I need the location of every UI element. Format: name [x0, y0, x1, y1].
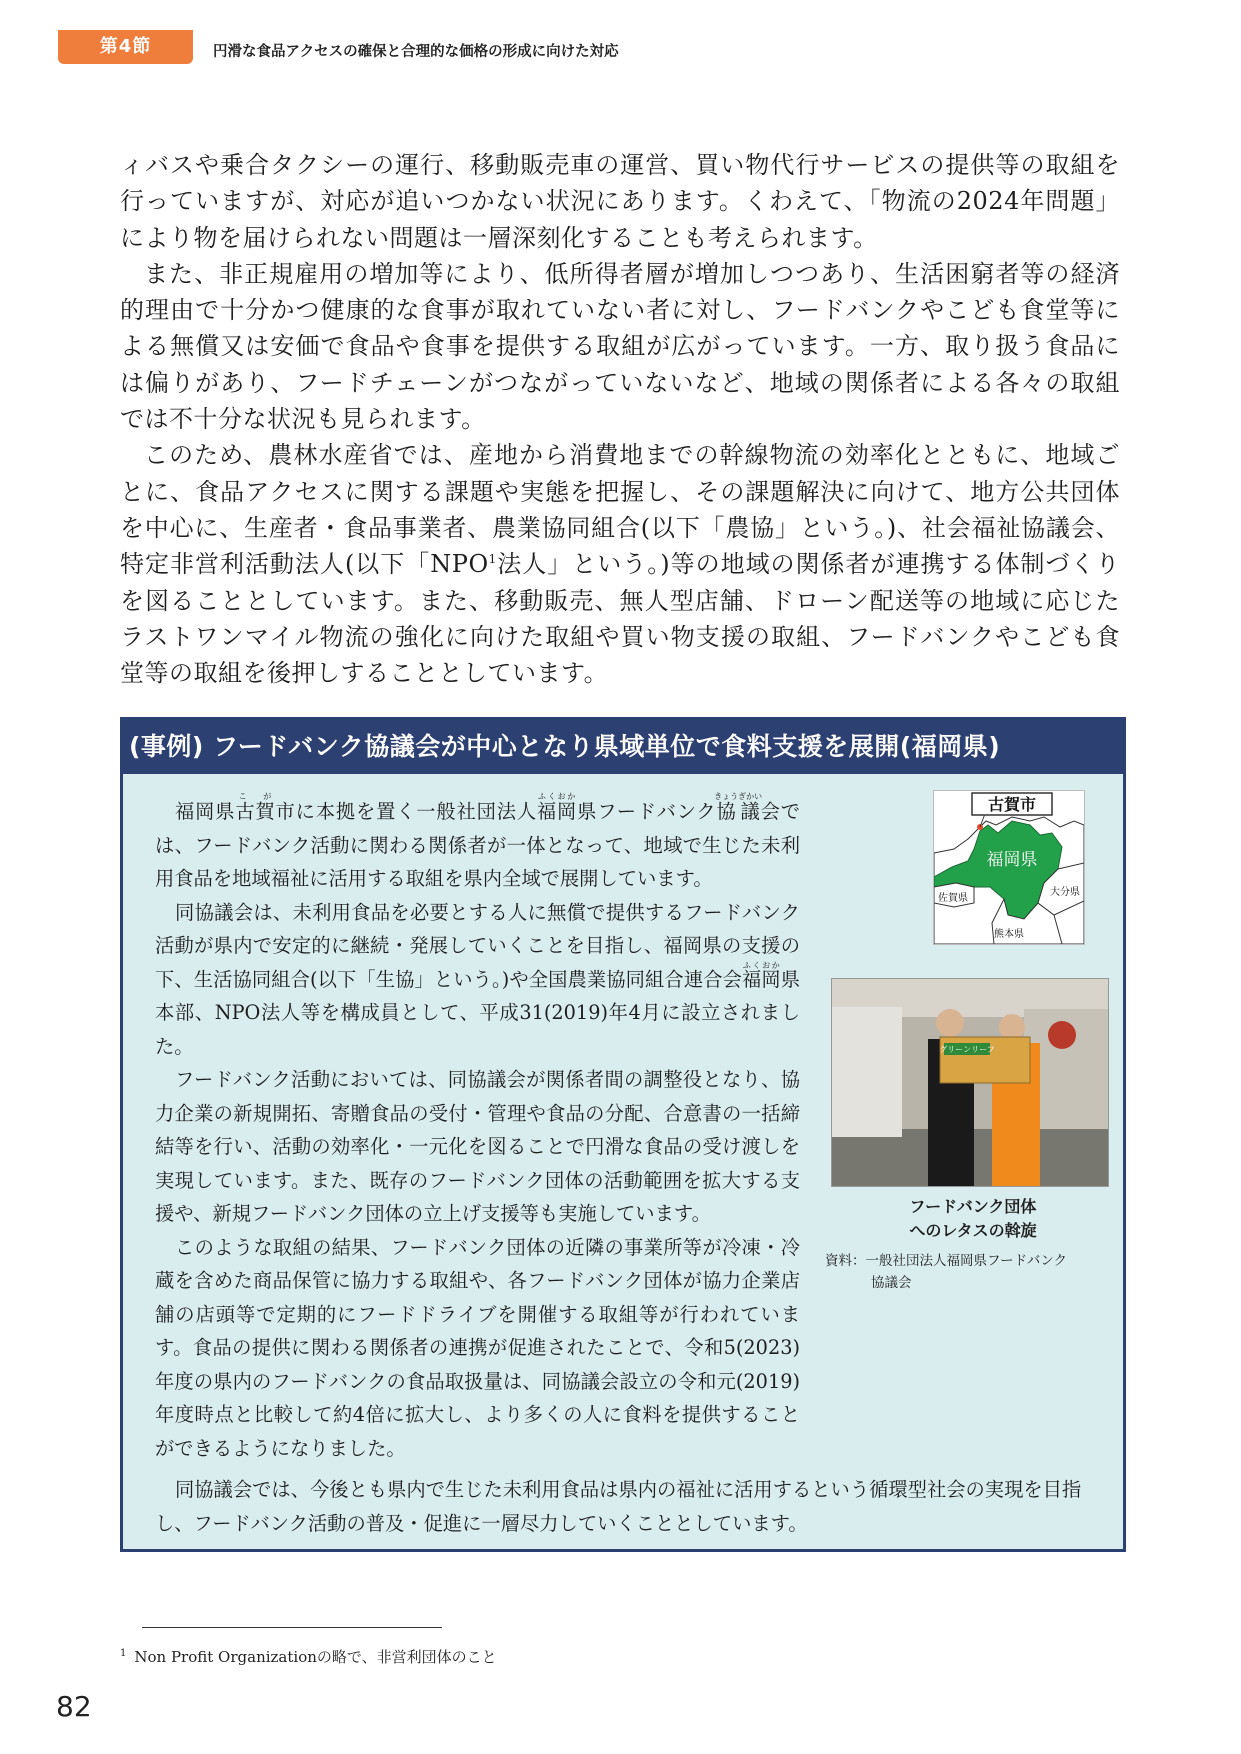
paragraph: ィバスや乗合タクシーの運行、移動販売車の運営、買い物代行サービスの提供等の取組を行っていますが、対応が追いつかない状況にあります。くわえて、「物流の2024年問題」により物を届けられない問題は一層深刻化することも考えられます。: [120, 151, 1120, 252]
text: 会では、フードバンク活動に関わる関係者が一体となって、地域で生じた未利用食品を地域福祉に活用する取組を県内全域で展開しています。: [155, 800, 801, 890]
case-body: [155, 792, 800, 1465]
text: 福岡県: [175, 800, 236, 823]
footnote: [120, 1646, 497, 1667]
caption-line: へのレタスの斡旋: [909, 1221, 1037, 1240]
case-study-box: [120, 717, 1126, 1552]
box-label: グリーンリーフ: [939, 1045, 995, 1054]
footnote-number: 1: [120, 1648, 127, 1659]
case-paragraph: このような取組の結果、フードバンク団体の近隣の事業所等が冷凍・冷蔵を含めた商品保管に協力する取組や、各フードバンク団体が協力企業店舗の店頭等で定期的にフードドライブを開催する取組等が行われています。食品の提供に関わる関係者の連携が促進されたことで、令和5(2023)年度の県内のフードバンクの食品取扱量は、同協議会設立の令和元(2019)年度時点と比較して約4倍に拡大し、より多くの人に食料を提供することができるようになりました。: [155, 1235, 800, 1460]
section-tab: 第4節: [58, 30, 193, 64]
koga-label: 古賀市: [987, 795, 1037, 814]
ruby-base: 協議: [714, 800, 763, 823]
ruby-fukuoka: [741, 960, 781, 991]
person-head: [999, 1014, 1025, 1040]
photo-source: [825, 1250, 1115, 1294]
ruby-koga: [235, 792, 276, 823]
ruby-kyogi: [714, 792, 763, 823]
text: 県本部、NPO法人等を構成員として、平成31(2019)年4月に設立されました。: [155, 967, 800, 1058]
saga-label: 佐賀県: [938, 893, 968, 904]
caption-line: フードバンク団体: [909, 1197, 1037, 1216]
page-number: 82: [56, 1690, 92, 1723]
chapter-title: 円滑な食品アクセスの確保と合理的な価格の形成に向けた対応: [213, 44, 619, 60]
case-paragraph: フードバンク活動においては、同協議会が関係者間の調整役となり、協力企業の新規開拓、寄贈食品の受付・管理や食品の分配、合意書の一括締結等を行い、活動の効率化・一元化を図ることで円滑な食品の受け渡しを実現しています。また、既存のフードバンク団体の活動範囲を拡大する支援や、新規フードバンク団体の立上げ支援等も実施しています。: [155, 1068, 800, 1225]
footnote-text: Non Profit Organizationの略で、非営利団体のこと: [134, 1648, 497, 1666]
ruby-fukuoka: [536, 792, 578, 823]
ruby-base: 福岡: [536, 800, 578, 823]
stacked-boxes: [832, 1007, 902, 1137]
oita-label: 大分県: [1050, 887, 1080, 898]
map-graphic: [934, 791, 1084, 944]
person-head: [936, 1009, 964, 1037]
case-paragraph: 同協議会では、今後とも県内で生じた未利用食品は県内の福祉に活用するという循環型社会の実現を目指し、フードバンク活動の普及・促進に一層尽力していくこととしています。: [155, 1478, 1082, 1535]
source-line: 協議会: [871, 1275, 912, 1291]
fukuoka-map: [933, 790, 1085, 945]
ruby-text: きょうぎかい: [714, 792, 763, 801]
kumamoto-label: 熊本県: [994, 929, 1024, 940]
case-paragraph: [155, 792, 800, 896]
source-line: 資料：一般社団法人福岡県フードバンク: [825, 1253, 1068, 1269]
ruby-text: こ が: [235, 792, 275, 801]
text: 県フードバンク: [577, 800, 717, 823]
paragraph: [120, 437, 1120, 691]
ruby-text: ふくおか: [536, 792, 577, 801]
photo-caption: [883, 1195, 1063, 1243]
case-title: (事例) フードバンク協議会が中心となり県域単位で食料支援を展開(福岡県): [123, 720, 1123, 774]
photo-illustration: [832, 979, 1108, 1186]
lettuce-photo: [831, 978, 1109, 1187]
case-paragraph: [155, 896, 800, 1064]
text: 市に本拠を置く一般社団法人: [275, 800, 537, 823]
footnote-ref[interactable]: 1: [488, 552, 497, 567]
wall-sign: [1048, 1021, 1076, 1049]
fukuoka-label: 福岡県: [986, 850, 1038, 870]
paragraph: また、非正規雇用の増加等により、低所得者層が増加しつつあり、生活困窮者等の経済的理由で十分かつ健康的な食事が取れていない者に対し、フードバンクやこども食堂等による無償又は安価で食品や食事を提供する取組が広がっています。一方、取り扱う食品には偏りがあり、フードチェーンがつながっていないなど、地域の関係者による各々の取組では不十分な状況も見られます。: [120, 259, 1120, 434]
ruby-text: ふくおか: [741, 960, 781, 970]
text: 同協議会は、未利用食品を必要とする人に無償で提供するフードバンク活動が県内で安定的に継続・発展していくことを目指し、福岡県の支援の下、生活協同組合(以下「生協」という。)や全国農業協同組合連合会: [155, 900, 800, 991]
main-text: [120, 147, 1120, 691]
paragraph-part: このため、農林水産省では、産地から消費地までの幹線物流の効率化とともに、地域ごとに、食品アクセスに関する課題や実態を把握し、その課題解決に向けて、地方公共団体を中心に、生産者・食品事業者、農業協同組合(以下「農協」という。)、社会福祉協議会、特定非営利活動法人(以下「NPO: [120, 441, 1120, 579]
case-closing: [155, 1473, 1105, 1540]
ruby-base: 福岡: [741, 967, 781, 991]
footnote-divider: [142, 1627, 442, 1628]
paragraph-part: 法人」という。)等の地域の関係者が連携する体制づくりを図ることとしています。また、移動販売、無人型店舗、ドローン配送等の地域に応じたラストワンマイル物流の強化に向けた取組や買い物支援の取組、フードバンクやこども食堂等の取組を後押しすることとしています。: [120, 550, 1120, 688]
ruby-base: 古賀: [235, 800, 276, 823]
